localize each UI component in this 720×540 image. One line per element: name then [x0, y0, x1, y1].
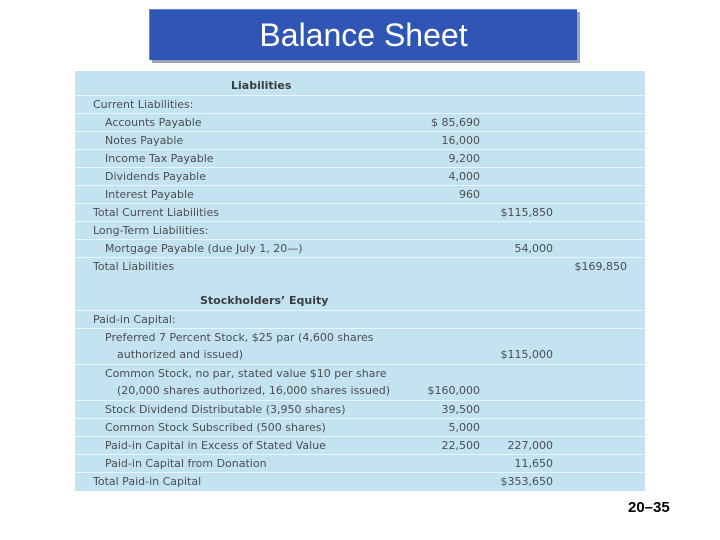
- interest-payable-label: Interest Payable: [105, 188, 194, 201]
- current-liabilities-label: Current Liabilities:: [93, 98, 194, 111]
- mortgage-payable-value: 54,000: [515, 240, 554, 258]
- table-row: [75, 418, 645, 436]
- table-row: [75, 185, 645, 203]
- table-row: [75, 221, 645, 239]
- liabilities-heading: Liabilities: [231, 79, 292, 92]
- common-subtotal-value: 227,000: [507, 439, 553, 452]
- capital-from-donation-value: 11,650: [515, 455, 554, 473]
- preferred-stock-label-cont: authorized and issued): [117, 348, 244, 361]
- notes-payable-label: Notes Payable: [105, 134, 184, 147]
- table-row: [75, 149, 645, 167]
- table-row: [75, 364, 645, 382]
- total-current-liabilities-label: Total Current Liabilities: [93, 206, 219, 219]
- table-row: [75, 382, 645, 400]
- page-number: 20–35: [628, 499, 670, 516]
- table-row: [75, 328, 645, 346]
- table-row: [75, 203, 645, 221]
- table-row: [75, 346, 645, 364]
- table-row: [75, 472, 645, 490]
- stock-dividend-distributable-value: 39,500: [441, 403, 480, 416]
- accounts-payable-amount: $ 85,690: [431, 116, 480, 129]
- dividends-payable-amount: 4,000: [448, 170, 480, 183]
- table-row: [75, 436, 645, 454]
- stockholders-equity-heading: Stockholders’ Equity: [200, 294, 329, 307]
- total-paid-in-capital-value: $353,650: [500, 475, 553, 488]
- income-tax-payable-label: Income Tax Payable: [105, 152, 214, 165]
- interest-payable-amount: 960: [459, 186, 480, 204]
- preferred-stock-value: $115,000: [500, 348, 553, 361]
- common-stock-subscribed-value: 5,000: [448, 421, 480, 434]
- paid-in-capital-label: Paid-in Capital:: [93, 313, 176, 326]
- mortgage-payable-label: Mortgage Payable (due July 1, 20—): [105, 242, 303, 255]
- equity-heading-row: [75, 292, 645, 310]
- stock-dividend-distributable-label: Stock Dividend Distributable (3,950 shares): [105, 403, 346, 416]
- balance-sheet-table: [75, 71, 645, 491]
- table-row: [75, 95, 645, 113]
- accounts-payable-label: Accounts Payable: [105, 116, 202, 129]
- slide-title: Balance Sheet: [259, 17, 468, 53]
- common-stock-label-cont: (20,000 shares authorized, 16,000 shares issued): [117, 384, 391, 397]
- preferred-stock-label: Preferred 7 Percent Stock, $25 par (4,600 shares: [105, 331, 374, 344]
- total-paid-in-capital-label: Total Paid-in Capital: [93, 475, 202, 488]
- dividends-payable-label: Dividends Payable: [105, 170, 206, 183]
- table-row: [75, 257, 645, 275]
- table-row: [75, 239, 645, 257]
- table-row: [75, 310, 645, 328]
- total-liabilities-label: Total Liabilities: [93, 260, 175, 273]
- total-current-liabilities-value: $115,850: [500, 206, 553, 219]
- table-row: [75, 454, 645, 472]
- table-row: [75, 400, 645, 418]
- table-row: [75, 113, 645, 131]
- table-row: [75, 131, 645, 149]
- common-stock-label: Common Stock, no par, stated value $10 per share: [105, 367, 387, 380]
- common-stock-value: $160,000: [427, 384, 480, 397]
- liabilities-heading-row: [75, 77, 645, 95]
- capital-from-donation-label: Paid-in Capital from Donation: [105, 457, 267, 470]
- total-liabilities-value: $169,850: [574, 260, 627, 273]
- common-stock-subscribed-label: Common Stock Subscribed (500 shares): [105, 421, 326, 434]
- income-tax-payable-amount: 9,200: [448, 152, 480, 165]
- excess-stated-value-amount: 22,500: [442, 437, 481, 455]
- slide-title-banner: [149, 9, 577, 60]
- table-row: [75, 167, 645, 185]
- long-term-liabilities-label: Long-Term Liabilities:: [93, 224, 209, 237]
- excess-stated-value-label: Paid-in Capital in Excess of Stated Value: [105, 439, 326, 452]
- notes-payable-amount: 16,000: [441, 134, 480, 147]
